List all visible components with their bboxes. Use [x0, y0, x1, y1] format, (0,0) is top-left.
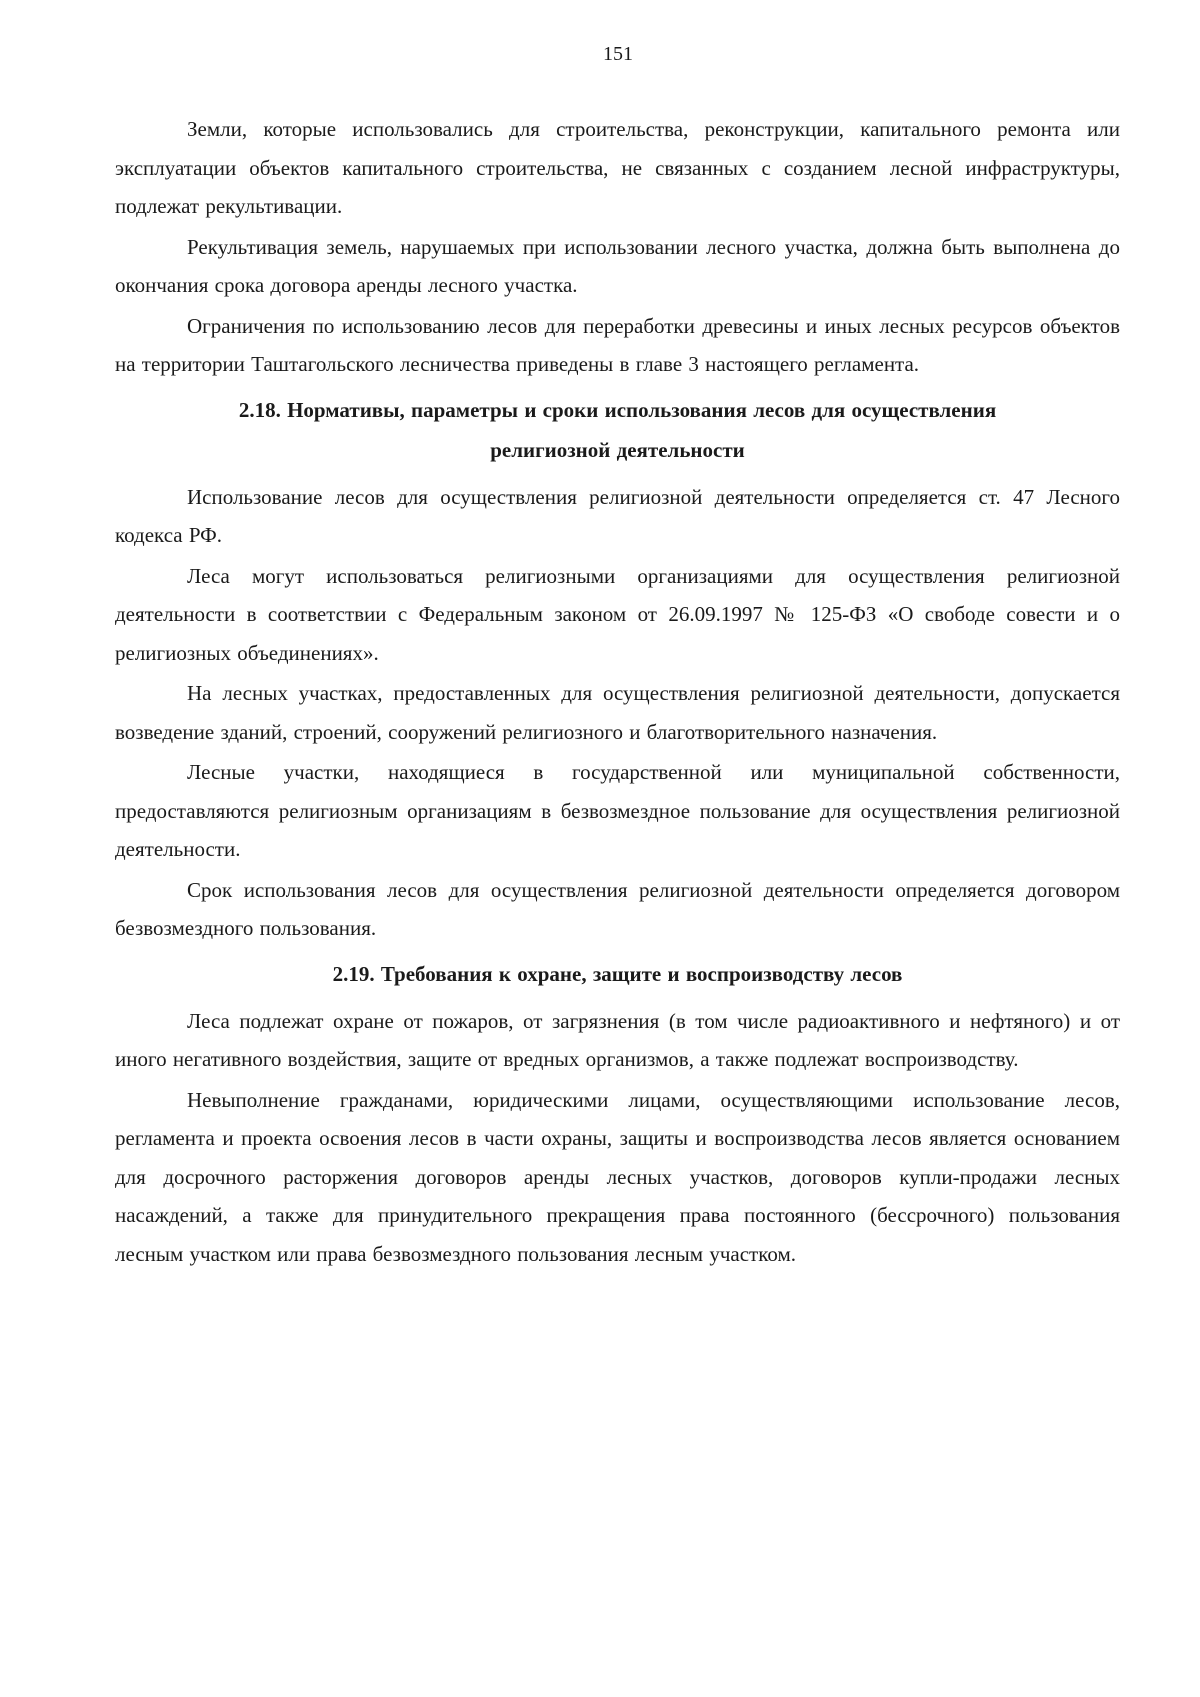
paragraph: Леса могут использоваться религиозными организациями для осуществления религиозной деятельности в соответствии с Федеральным законом от 26.09.1997 № 125-ФЗ «О свободе совести и о религиозных объединениях». — [115, 563, 1120, 665]
section-heading-line: религиозной деятельности — [490, 437, 745, 462]
paragraph: Лесные участки, находящиеся в государственной или муниципальной собственности, предоставляются религиозным организациям в безвозмездное пользование для осуществления религиозной деятельности. — [115, 760, 1120, 861]
paragraph: Земли, которые использовались для строительства, реконструкции, капитального ремонта или эксплуатации объектов капитального строительства, не связанных с созданием лесной инфраструктуры, подлежат рекультивации. — [115, 117, 1120, 218]
page-number: 151 — [603, 43, 633, 65]
paragraph: Невыполнение гражданами, юридическими лицами, осуществляющими использование лесов, регламента и проекта освоения лесов в части охраны, защиты и воспроизводства лесов является основанием для досрочного расторжения договоров аренды лесных участков, договоров купли-продажи лесных насаждений, а также для принудительного прекращения права постоянного (бессрочного) пользования лесным участком или права безвозмездного пользования лесным участком. — [115, 1087, 1120, 1266]
paragraph: Срок использования лесов для осуществления религиозной деятельности определяется договором безвозмездного пользования. — [115, 877, 1120, 940]
paragraph: Ограничения по использованию лесов для переработки древесины и иных лесных ресурсов объектов на территории Таштагольского лесничества приведены в главе 3 настоящего регламента. — [115, 313, 1120, 376]
paragraph: На лесных участках, предоставленных для осуществления религиозной деятельности, допускается возведение зданий, строений, сооружений религиозного и благотворительного назначения. — [115, 681, 1120, 744]
section-heading-line: 2.19. Требования к охране, защите и воспроизводству лесов — [332, 961, 903, 986]
paragraph: Использование лесов для осуществления религиозной деятельности определяется ст. 47 Лесного кодекса РФ. — [115, 484, 1120, 547]
document-body — [115, 110, 1120, 1275]
section-heading-2-18 — [115, 390, 1120, 470]
section-heading-2-19 — [115, 954, 1120, 994]
section-heading-line: 2.18. Нормативы, параметры и сроки использования лесов для осуществления — [238, 397, 997, 422]
paragraph: Леса подлежат охране от пожаров, от загрязнения (в том числе радиоактивного и нефтяного) и от иного негативного воздействия, защите от вредных организмов, а также подлежат воспроизводству. — [115, 1008, 1120, 1071]
paragraph: Рекультивация земель, нарушаемых при использовании лесного участка, должна быть выполнена до окончания срока договора аренды лесного участка. — [115, 234, 1120, 297]
